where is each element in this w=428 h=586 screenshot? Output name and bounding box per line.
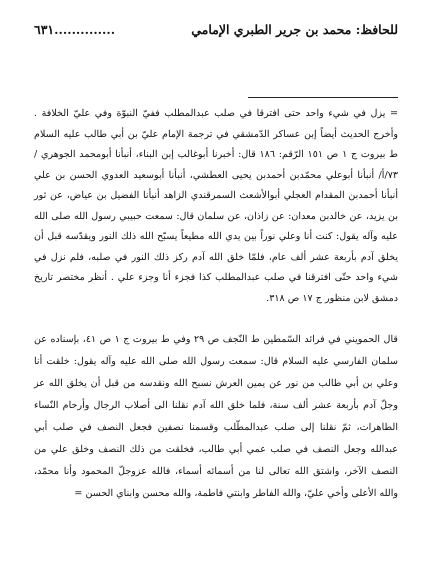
body-paragraph: قال الحمويني في فرائد السّمطين ط النّجف ص ٢٩ وفي ط بيروت ج ١ ص ٤١، بإسناده عن سلمان الفارسي عليه السلام قال: سمعت رسول الله صلى الله عليه وآله يقول: خلقت أنا وعلي بن أبي طالب من نور عن يمين العرش نسبح الله ونقدسه من قبل أن يخلق الله عز وجلّ آدم بأربعة عشر ألف سنة، فلما خلق الله آدم نقلنا الى أصلاب الرجال وأرحام النّساء الطاهرات، ثمّ نقلنا إلى صلب عبدالمطّلب وقسمنا نصفين فجعل النصف في صلب أبي عبدالله وجعل النصف في صلب عمي أبي طالب، فخلقت من ذلك النصف وخلق علي من النصف الآخر، واشتق الله تعالى لنا من أسمائه أسماء، فالله عزوجلّ المحمود وأنا محمّد، والله الأعلى وأخي عليّ، والله الفاطر وابنتي فاطمة، والله محسن وابناي الحسن = bbox=[34, 334, 398, 499]
footnote-separator bbox=[248, 97, 398, 98]
footnote-text: = يزل في شيء واحد حتى افترقا في صلب عبدالمطلب ففيّ النبوّة وفي عليّ الخلافة . وأخرج الحديث أيضاً إبن عساكر الدّمشقي في ترجمة الإمام عليّ بن أبي طالب عليه السلام ط بيروت ج ١ ص ١٥١ الرّقم: ١٨٦ قال: أخبرنا أبوغالب إبن البناء، أنبأنا أبومحمد الجوهري /٧٣/أ/ أنبأنا أبوعلي محمّدبن أحمدبن يحيى العطشي، أنبأنا أبوسعيد العدوي الحسن بن علي أنبأنا أحمدبن المقدام العجلي أبوالأشعث السمرقندي الزاهد أنبأنا الفضيل بن عياض، عن ثور بن يزيد، عن خالدبن معدان: عن زاذان، عن سلمان قال: سمعت حبيبي رسول الله صلى الله عليه وآله يقول: كنت أنا وعلي نوراً بين يدي الله مطيعاً يسبّح الله ذلك النور ويقدّسه قبل أن يخلق آدم بأربعة عشر ألف عام، فلمّا خلق الله آدم ركز ذلك النور في صلبه، فلم نزل في شيء واحد حتّى افترقنا في صلب عبدالمطلب كذا فجزء أنا وجزء علي . أنظر مختصر تاريخ دمشق لابن منظور ج ١٧ ص ٣١٨. bbox=[34, 108, 398, 304]
footnote-block bbox=[34, 104, 398, 309]
running-title: للحافظ: محمد بن جرير الطبري الإمامي bbox=[191, 22, 398, 37]
page-number: ٦٣١.............. bbox=[34, 22, 116, 37]
main-text bbox=[34, 329, 398, 505]
page-header bbox=[34, 22, 398, 37]
